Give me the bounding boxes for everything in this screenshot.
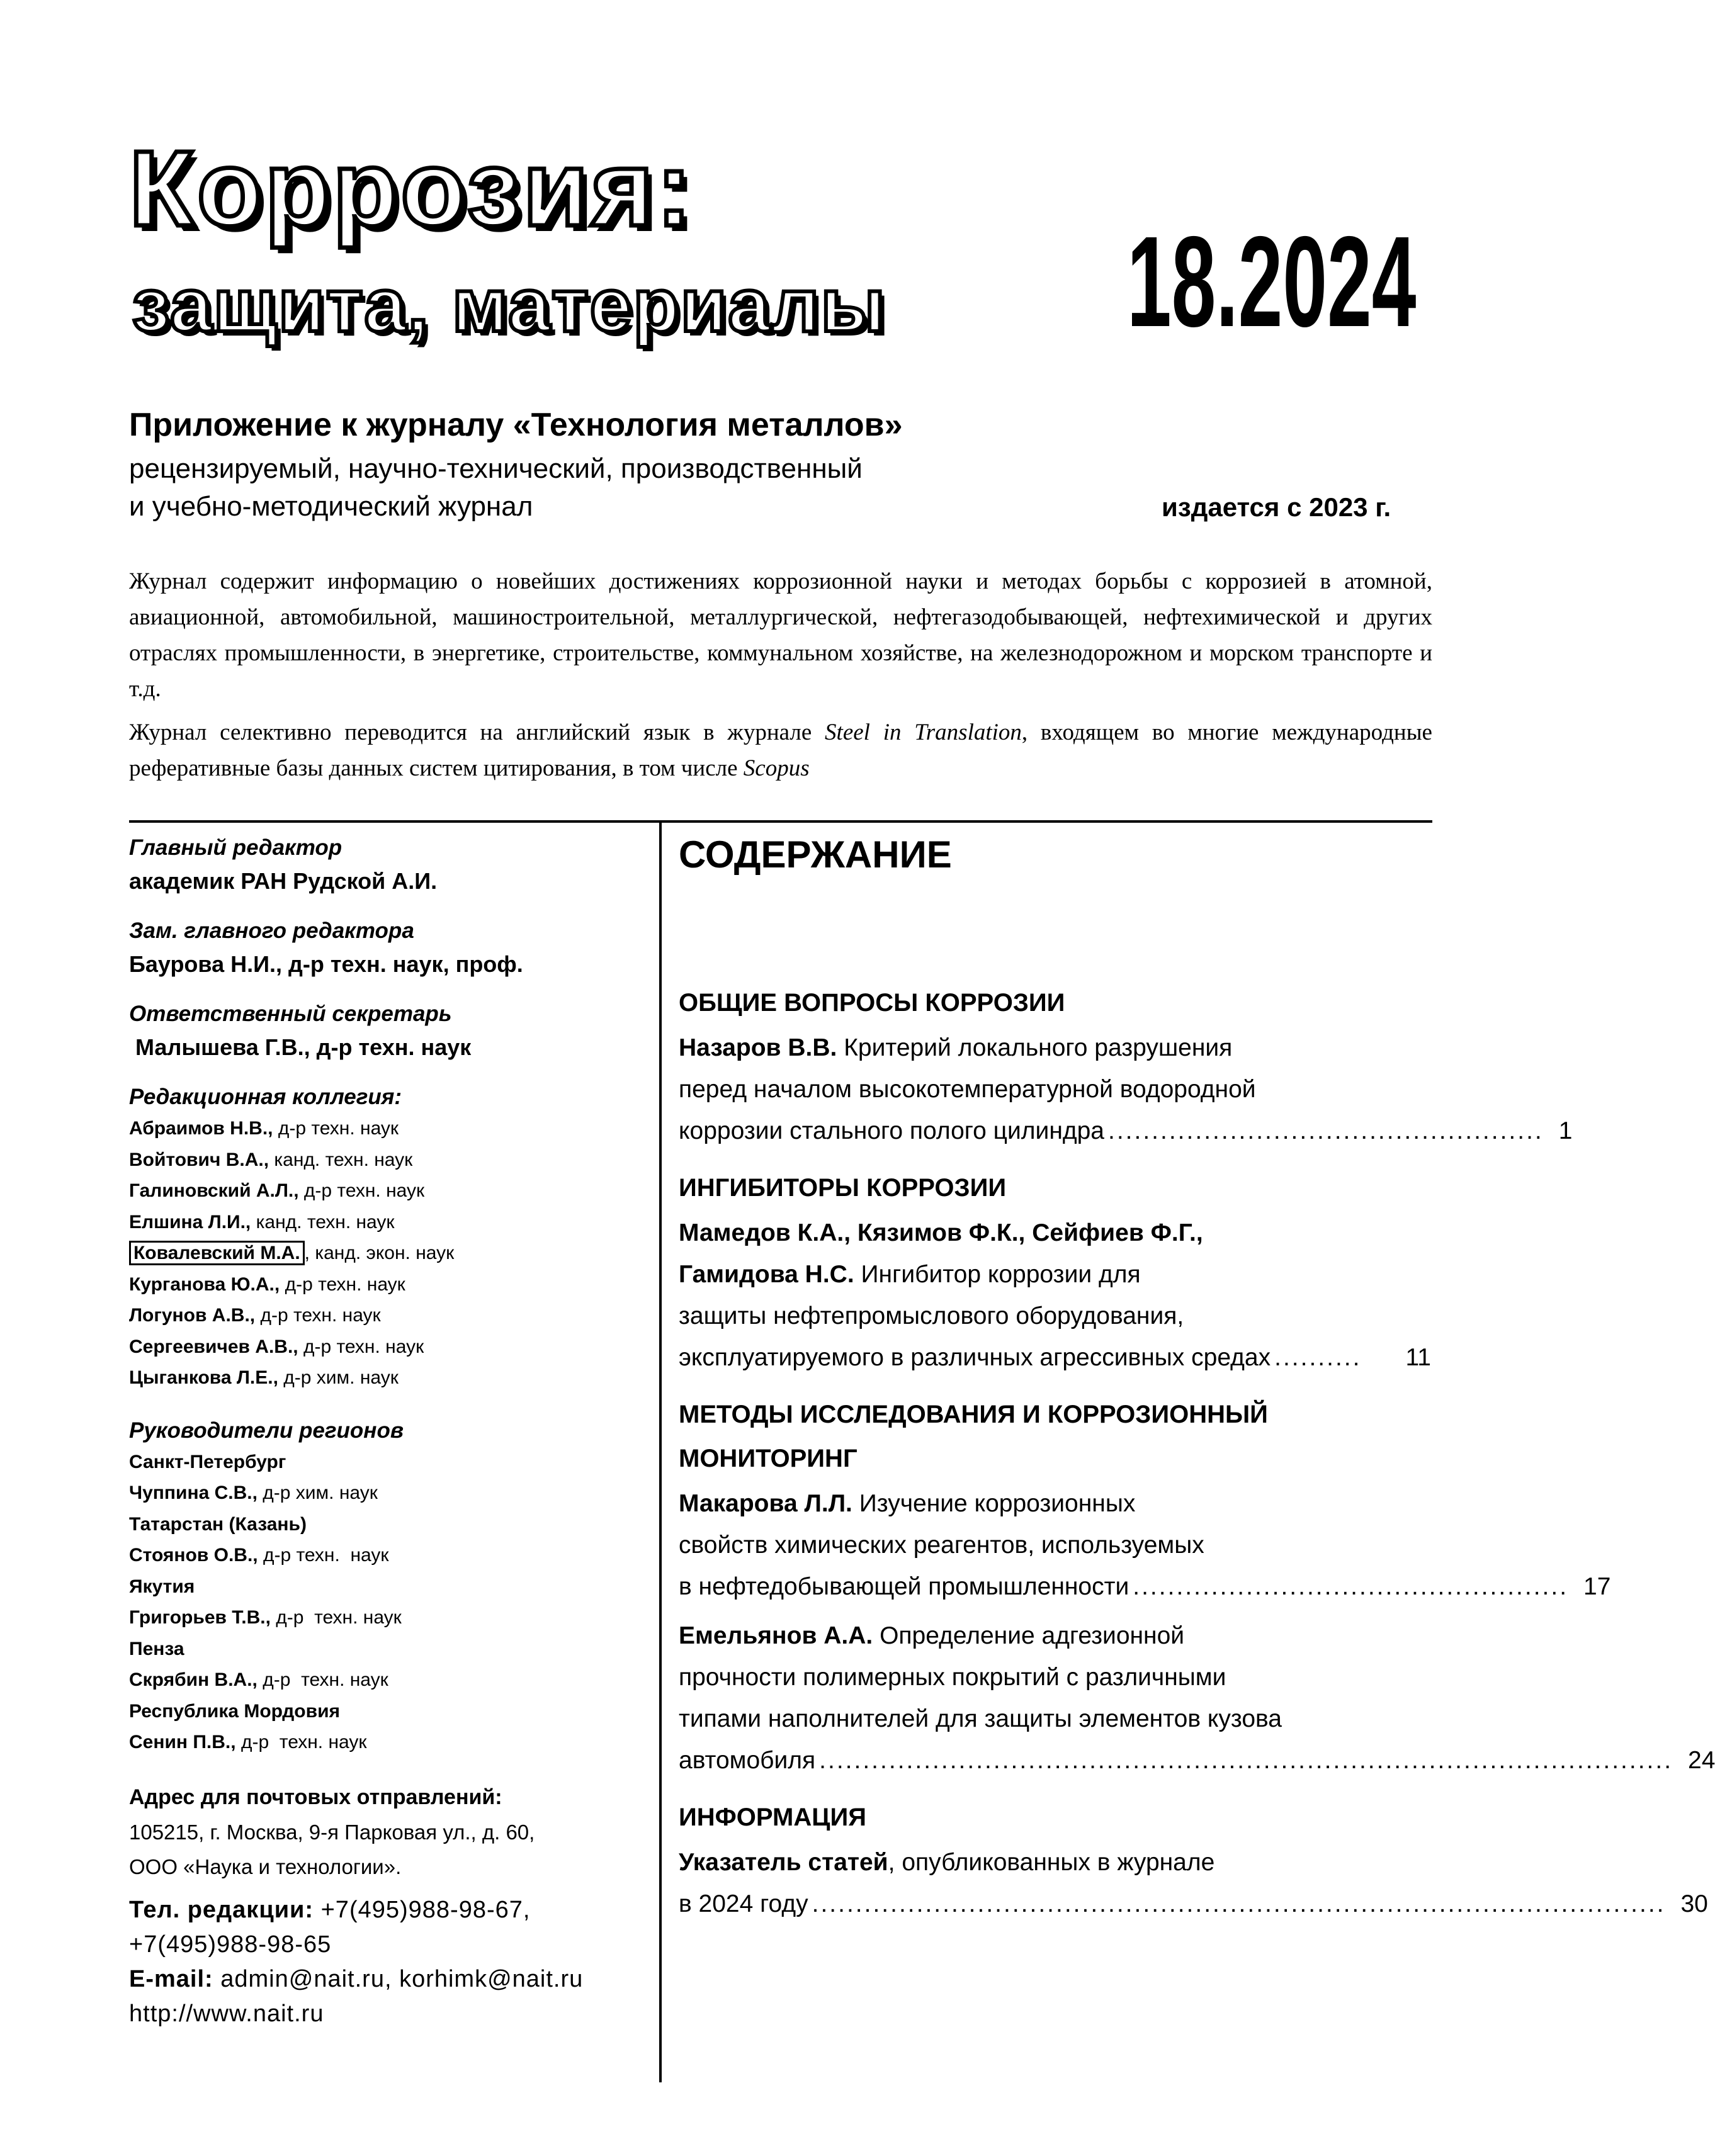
member-degree: д-р техн. наук: [298, 1336, 424, 1357]
entry-title: Определение адгезионной: [873, 1622, 1185, 1649]
region-head: [129, 1540, 652, 1571]
member-degree: д-р техн. наук: [270, 1607, 402, 1628]
page-number: 11: [1405, 1344, 1431, 1371]
region-name: Пенза: [129, 1638, 184, 1659]
entry-line: типами наполнителей для защиты элементов кузова: [679, 1705, 1282, 1732]
email-label: E-mail:: [129, 1965, 213, 1992]
board-member: [129, 1144, 652, 1176]
leader-dots: ..................................................................................................: [819, 1747, 1673, 1774]
phone-number: +7(495)988-98-67,: [314, 1896, 531, 1923]
regions-role: Руководители регионов: [129, 1418, 404, 1443]
chief-editor-name: академик РАН Рудской А.И.: [129, 868, 438, 894]
member-name: Стоянов О.В.,: [129, 1545, 258, 1566]
member-name: Елшина Л.И.,: [129, 1211, 251, 1233]
phone-number-2: +7(495)988-98-65: [129, 1931, 332, 1958]
toc-entry[interactable]: [679, 1027, 1573, 1152]
board-member: [129, 1331, 652, 1363]
secretary-role: Ответственный секретарь: [129, 1002, 452, 1026]
member-degree: д-р хим. наук: [278, 1367, 399, 1388]
toc-entry[interactable]: [679, 1212, 1431, 1379]
entry-title-end: автомобиля: [679, 1747, 816, 1774]
member-name: Скрябин В.А.,: [129, 1669, 258, 1690]
member-name: Сенин П.В.,: [129, 1732, 236, 1752]
member-degree: д-р техн. наук: [298, 1180, 425, 1201]
board-member: [129, 1207, 652, 1238]
toc-entry[interactable]: [679, 1615, 1715, 1781]
entry-line: [679, 1615, 1431, 1657]
region-name: Санкт-Петербург: [129, 1451, 286, 1472]
page-number: 24: [1688, 1747, 1715, 1774]
board-member: [129, 1175, 652, 1207]
page-number: 17: [1583, 1573, 1611, 1600]
journal-description-line2: и учебно-методический журнал: [129, 491, 533, 522]
entry-line: прочности полимерных покрытий с различными: [679, 1664, 1226, 1691]
phone-line: [129, 1893, 652, 1927]
member-name: Цыганкова Л.Е.,: [129, 1367, 278, 1388]
entry-title: Ингибитор коррозии для: [854, 1261, 1141, 1288]
section-heading: ОБЩИЕ ВОПРОСЫ КОРРОЗИИ: [679, 989, 1065, 1017]
entry-line: перед началом высокотемпературной водородной: [679, 1076, 1256, 1103]
entry-line: [679, 1212, 1431, 1254]
entry-last-line: [679, 1566, 1611, 1608]
journal-title-line1: Коррозия:: [129, 129, 694, 249]
member-name: Чуппина С.В.,: [129, 1482, 258, 1503]
member-name-highlighted: Ковалевский М.А.: [129, 1241, 305, 1265]
issue-number: 18.2024: [1127, 210, 1417, 354]
region-head: [129, 1477, 652, 1509]
section-heading: ИНГИБИТОРЫ КОРРОЗИИ: [679, 1174, 1007, 1202]
member-degree: д-р техн. наук: [257, 1669, 388, 1690]
member-degree: д-р хим. наук: [257, 1482, 378, 1503]
board-member: [129, 1113, 652, 1144]
horizontal-divider: [129, 820, 1432, 823]
translation-text-a: Журнал селективно переводится на английский язык в журнале: [129, 720, 825, 745]
board-member: [129, 1300, 652, 1331]
entry-title-end: коррозии стального полого цилиндра: [679, 1117, 1104, 1144]
member-degree: д-р техн. наук: [235, 1732, 367, 1752]
board-member: [129, 1362, 652, 1394]
board-member: [129, 1269, 652, 1301]
section-heading: МЕТОДЫ ИССЛЕДОВАНИЯ И КОРРОЗИОННЫЙ: [679, 1401, 1268, 1428]
entry-authors: Гамидова Н.С.: [679, 1261, 854, 1288]
entry-line: [679, 1027, 1431, 1069]
board-member: [129, 1238, 652, 1269]
region-name: Республика Мордовия: [129, 1700, 341, 1722]
entry-authors: Мамедов К.А., Кязимов Ф.К., Сейфиев Ф.Г.,: [679, 1219, 1203, 1246]
entry-last-line: [679, 1110, 1573, 1152]
column-divider: [659, 820, 662, 2082]
address-heading: Адрес для почтовых отправлений:: [129, 1785, 502, 1809]
website-link[interactable]: http://www.nait.ru: [129, 2000, 324, 2027]
entry-last-line: [679, 1740, 1715, 1781]
leader-dots: ..........: [1274, 1344, 1362, 1371]
journal-title-line2: защита, материалы: [132, 263, 886, 347]
published-since: издается с 2023 г.: [1162, 492, 1391, 522]
intro-paragraph: Журнал содержит информацию о новейших достижениях коррозионной науки и методах борьбы с коррозией в атомной, авиационной, автомобильной, машиностроительной, металлургической, нефтегазодобывающей, нефтехимической и других отраслях промышленности, в энергетике, строительстве, коммунальном хозяйстве, на железнодорожном и морском транспорте и т.д.: [129, 568, 1432, 702]
region-name: Якутия: [129, 1576, 195, 1597]
member-name: Абраимов Н.В.,: [129, 1118, 273, 1139]
entry-line: [679, 1842, 1431, 1883]
leader-dots: ..................................................................................................: [812, 1890, 1666, 1917]
toc-entry[interactable]: [679, 1842, 1708, 1925]
member-degree: д-р техн. наук: [280, 1273, 405, 1295]
address-line: ООО «Наука и технологии».: [129, 1854, 402, 1878]
email-line: [129, 1962, 652, 1997]
region-name: Татарстан (Казань): [129, 1513, 307, 1535]
member-name: Галиновский А.Л.,: [129, 1180, 299, 1201]
section-heading: ИНФОРМАЦИЯ: [679, 1803, 866, 1831]
member-degree: д-р техн. наук: [258, 1545, 389, 1566]
entry-title-end: эксплуатируемого в различных агрессивных средах: [679, 1344, 1271, 1371]
member-name: Логунов А.В.,: [129, 1305, 256, 1326]
steel-in-translation: Steel in Translation: [825, 720, 1022, 745]
leader-dots: ..................................................: [1108, 1117, 1544, 1144]
entry-last-line: [679, 1883, 1708, 1925]
entry-authors: Емельянов А.А.: [679, 1622, 873, 1649]
entry-title: , опубликованных в журнале: [888, 1849, 1215, 1876]
entry-line: свойств химических реагентов, используемых: [679, 1532, 1204, 1559]
contents-column: [679, 830, 1715, 1925]
entry-authors: Назаров В.В.: [679, 1034, 837, 1061]
entry-line: [679, 1483, 1431, 1525]
region-head: [129, 1727, 652, 1758]
region-head: [129, 1602, 652, 1634]
deputy-editor-name: Баурова Н.И., д-р техн. наук, проф.: [129, 951, 523, 977]
email-address[interactable]: admin@nait.ru, korhimk@nait.ru: [213, 1965, 584, 1992]
page-number: 30: [1680, 1890, 1708, 1917]
member-name: Сергеевичев А.В.,: [129, 1336, 298, 1357]
deputy-editor-role: Зам. главного редактора: [129, 918, 414, 943]
member-name: Григорьев Т.В.,: [129, 1607, 271, 1628]
entry-title-end: в 2024 году: [679, 1890, 808, 1917]
member-name: Курганова Ю.А.,: [129, 1273, 280, 1295]
entry-line: [679, 1254, 1431, 1295]
journal-description-line1: рецензируемый, научно-технический, производственный: [129, 453, 863, 484]
address-line: 105215, г. Москва, 9-я Парковая ул., д. 60,: [129, 1820, 535, 1844]
supplement-subtitle: Приложение к журналу «Технология металлов»: [129, 407, 903, 443]
page-number: 1: [1558, 1117, 1573, 1144]
member-degree: , канд. экон. наук: [304, 1243, 455, 1263]
entry-last-line: [679, 1337, 1431, 1379]
translation-text-b: , входящем во многие международные реферативные базы данных систем цитирования, в том числе: [129, 720, 1432, 781]
chief-editor-role: Главный редактор: [129, 835, 342, 860]
entry-line: защиты нефтепромыслового оборудования,: [679, 1302, 1184, 1329]
translation-paragraph: [129, 714, 1432, 786]
member-degree: канд. техн. наук: [251, 1211, 395, 1233]
phone-label: Тел. редакции:: [129, 1896, 314, 1923]
board-role: Редакционная коллегия:: [129, 1085, 402, 1109]
entry-title: Изучение коррозионных: [852, 1490, 1136, 1517]
leader-dots: ..................................................: [1133, 1573, 1569, 1600]
entry-authors: Макарова Л.Л.: [679, 1490, 852, 1517]
entry-title: Критерий локального разрушения: [837, 1034, 1233, 1061]
region-head: [129, 1664, 652, 1696]
member-degree: д-р техн. наук: [273, 1118, 399, 1139]
section-heading-cont: МОНИТОРИНГ: [679, 1445, 857, 1472]
member-name: Войтович В.А.,: [129, 1149, 269, 1170]
contents-title: СОДЕРЖАНИЕ: [679, 833, 952, 876]
scopus: Scopus: [743, 755, 810, 781]
toc-entry[interactable]: [679, 1483, 1611, 1608]
secretary-name: Малышева Г.В., д-р техн. наук: [129, 1034, 472, 1060]
member-degree: д-р техн. наук: [255, 1305, 381, 1326]
member-degree: канд. техн. наук: [269, 1149, 413, 1170]
entry-title-end: в нефтедобывающей промышленности: [679, 1573, 1129, 1600]
entry-authors: Указатель статей: [679, 1849, 888, 1876]
editorial-board-column: [129, 832, 652, 2031]
